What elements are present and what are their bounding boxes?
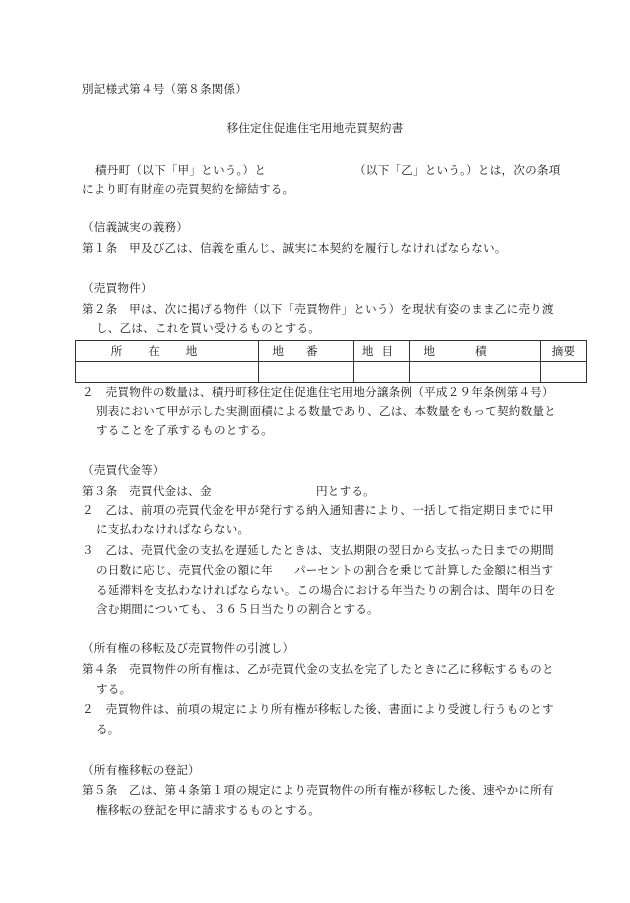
- article-5-line-2: 権移転の登記を甲に請求するものとする。: [96, 803, 321, 817]
- article-2-para-2-line-1: ２ 売買物件の数量は、積丹町移住定住促進住宅用地分譲条例（平成２９年条例第４号）: [82, 385, 554, 399]
- header-area: 地積: [410, 341, 541, 362]
- property-table-row: [76, 362, 587, 383]
- article-3-line-1a: 第３条 売買代金は、金: [82, 484, 212, 498]
- article-4-line-1: 第４条 売買物件の所有権は、乙が売買代金の支払を完了したときに乙に移転するものと: [82, 662, 554, 676]
- article-3-para-3-line-4: 含む期間についても、３６５日当たりの割合とする。: [96, 602, 379, 616]
- article-2-line-2: し、乙は、これを買い受けるものとする。: [96, 321, 321, 335]
- cell-area: [410, 362, 541, 383]
- header-location: 所在地: [76, 341, 259, 362]
- article-2-para-2-line-2: 別表において甲が示した実測面積による数量であり、乙は、本数量をもって契約数量と: [96, 404, 556, 418]
- preamble-line-1a: 積丹町（以下「甲」という。）と: [95, 163, 267, 177]
- article-3-heading: （売買代金等）: [82, 463, 165, 477]
- article-5-heading: （所有権移転の登記）: [82, 763, 200, 777]
- property-table: [75, 340, 587, 383]
- cell-location: [76, 362, 259, 383]
- cell-lot-number: [259, 362, 354, 383]
- header-remarks: 摘要: [541, 341, 587, 362]
- article-3-para-2-line-2: に支払わなければならない。: [96, 522, 250, 536]
- cell-remarks: [541, 362, 587, 383]
- article-4-para-2-line-1: ２ 売買物件は、前項の規定により所有権が移転した後、書面により受渡し行うものとす: [82, 702, 554, 716]
- preamble-line-2: により町有財産の売買契約を締結する。: [82, 182, 295, 196]
- header-land-category: 地目: [354, 341, 410, 362]
- article-3-line-1b: 円とする。: [316, 484, 375, 498]
- article-3-para-3-line-3: る延滞料を支払わなければならない。この場合における年当たりの割合は、閏年の日を: [96, 583, 556, 597]
- document-title: 移住定住促進住宅用地売買契約書: [226, 121, 404, 135]
- article-4-heading: （所有権の移転及び売買物件の引渡し）: [82, 641, 295, 655]
- property-table-header-row: [76, 341, 587, 362]
- header-lot-number: 地番: [259, 341, 354, 362]
- preamble-line-1b: （以下「乙」という。）とは，次の条項: [354, 163, 561, 177]
- article-2-line-1: 第２条 甲は、次に掲げる物件（以下「売買物件」という）を現状有姿のまま乙に売り渡: [82, 302, 554, 316]
- article-3-para-3-line-2b: パーセントの割合を乗じて計算した金額に相当す: [294, 563, 554, 577]
- article-5-line-1: 第５条 乙は、第４条第１項の規定により売買物件の所有権が移転した後、速やかに所有: [82, 783, 554, 797]
- article-2-heading: （売買物件）: [82, 281, 153, 295]
- article-2-para-2-line-3: することを了承するものとする。: [96, 423, 273, 437]
- article-4-para-2-line-2: る。: [96, 722, 120, 736]
- cell-land-category: [354, 362, 410, 383]
- article-3-para-2-line-1: ２ 乙は、前項の売買代金を甲が発行する納入通知書により、一括して指定期日までに甲: [82, 503, 554, 517]
- article-1-line-1: 第１条 甲及び乙は、信義を重んじ、誠実に本契約を履行しなければならない。: [82, 241, 507, 255]
- article-4-line-2: する。: [96, 682, 132, 696]
- form-label: 別記様式第４号（第８条関係）: [82, 82, 248, 96]
- article-1-heading: （信義誠実の義務）: [82, 220, 189, 234]
- article-3-para-3-line-1: ３ 乙は、売買代金の支払を遅延したときは、支払期限の翌日から支払った日までの期間: [82, 543, 554, 557]
- article-3-para-3-line-2a: の日数に応じ、売買代金の額に年: [96, 563, 273, 577]
